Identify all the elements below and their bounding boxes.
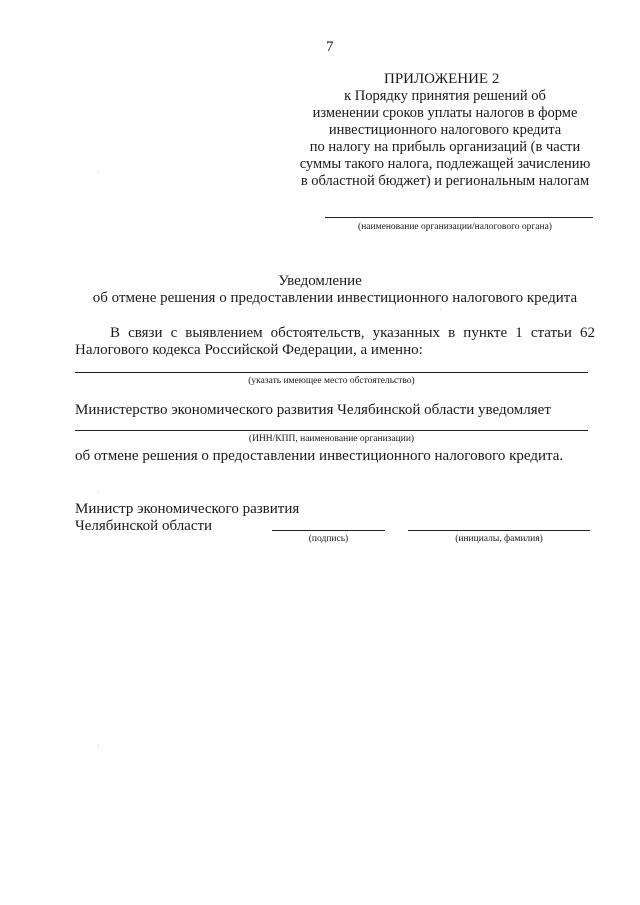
addressee-blank-line [325,217,593,218]
paragraph-line-2: Налогового кодекса Российской Федерации, а именно: [75,342,423,358]
scan-speck [98,492,99,493]
scan-speck [440,309,441,310]
notice-title: Уведомление [278,273,362,289]
circumstance-caption: (указать имеющее место обстоятельство) [248,376,415,386]
signatory-position-line-1: Министр экономического развития [75,501,300,517]
name-caption: (инициалы, фамилия) [455,534,543,544]
page-number: 7 [326,39,334,55]
appendix-line: в областной бюджет) и региональным налогам [300,173,590,189]
appendix-line: инвестиционного налогового кредита [328,122,562,138]
signature-caption: (подпись) [308,534,349,544]
organization-caption: (ИНН/КПП, наименование организации) [248,434,415,444]
organization-blank-line [75,430,588,431]
name-blank-line [408,530,590,531]
paragraph-line-1: В связи с выявлением обстоятельств, указанных в пункте 1 статьи 62 [110,325,595,341]
scan-speck [98,172,99,173]
appendix-line: изменении сроков уплаты налогов в форме [312,105,578,121]
appendix-title: ПРИЛОЖЕНИЕ 2 [384,71,500,87]
scan-speck [98,745,99,746]
circumstance-blank-line [75,372,588,373]
cancel-decision-text: об отмене решения о предоставлении инвестиционного налогового кредита. [75,448,564,464]
ministry-notifies-text: Министерство экономического развития Челябинской области уведомляет [75,402,551,418]
notice-subtitle: об отмене решения о предоставлении инвестиционного налогового кредита [92,290,578,306]
appendix-line: к Порядку принятия решений об [344,88,546,104]
appendix-line: суммы такого налога, подлежащей зачислению [299,156,591,172]
appendix-line: по налогу на прибыль организаций (в части [309,139,581,155]
signatory-position-line-2: Челябинской области [75,518,213,534]
signature-blank-line [272,530,385,531]
addressee-caption: (наименование организации/налогового органа) [358,222,552,232]
